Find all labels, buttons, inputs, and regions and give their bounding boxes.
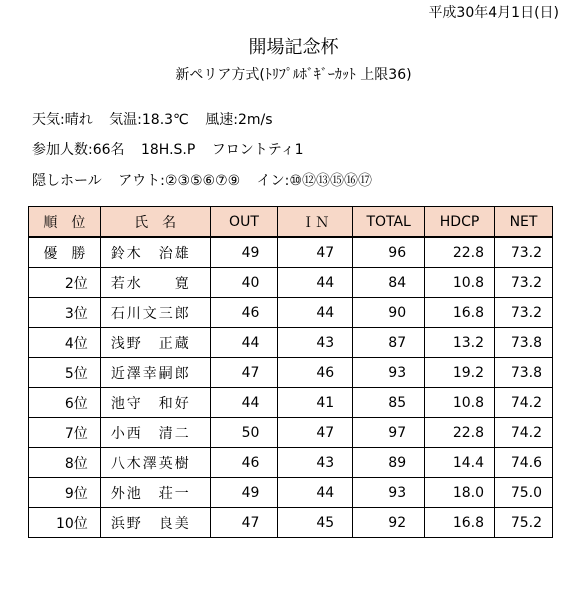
net-cell: 73.2: [495, 268, 553, 298]
total-cell: 85: [353, 388, 425, 418]
net-cell: 74.2: [495, 418, 553, 448]
name-cell: 池守 和好: [100, 388, 210, 418]
in-cell: 44: [278, 478, 353, 508]
rank-cell: 2位: [29, 268, 101, 298]
total-cell: 96: [353, 237, 425, 268]
out-cell: 44: [210, 328, 278, 358]
conditions-line: [32, 109, 273, 129]
header-in: ＩＮ: [278, 207, 353, 238]
table-row: [29, 508, 553, 538]
hidden-holes-label: 隠しホール: [32, 173, 102, 189]
rank-cell: 7位: [29, 418, 101, 448]
name-cell: 小西 清二: [100, 418, 210, 448]
table-header-row: [29, 207, 553, 238]
net-cell: 73.2: [495, 298, 553, 328]
total-cell: 84: [353, 268, 425, 298]
hdcp-cell: 16.8: [425, 298, 495, 328]
out-cell: 49: [210, 237, 278, 268]
header-net: NET: [495, 207, 553, 238]
out-cell: 40: [210, 268, 278, 298]
header-out: OUT: [210, 207, 278, 238]
rank-cell: 9位: [29, 478, 101, 508]
table-row: [29, 358, 553, 388]
table-row: [29, 237, 553, 268]
out-cell: 47: [210, 508, 278, 538]
header-total: TOTAL: [353, 207, 425, 238]
table-row: [29, 298, 553, 328]
rank-cell: 優 勝: [29, 237, 101, 268]
rank-cell: 5位: [29, 358, 101, 388]
in-cell: 43: [278, 448, 353, 478]
header-name: 氏 名: [100, 207, 210, 238]
name-cell: 浅野 正蔵: [100, 328, 210, 358]
weather-text: 天気:晴れ: [32, 112, 93, 128]
participants-text: 参加人数:66名: [32, 142, 125, 158]
net-cell: 75.2: [495, 508, 553, 538]
name-cell: 近澤幸嗣郎: [100, 358, 210, 388]
hdcp-cell: 10.8: [425, 268, 495, 298]
total-cell: 92: [353, 508, 425, 538]
hdcp-cell: 22.8: [425, 418, 495, 448]
participants-line: [32, 139, 304, 159]
temperature-text: 気温:18.3℃: [109, 112, 189, 128]
in-cell: 47: [278, 237, 353, 268]
in-cell: 45: [278, 508, 353, 538]
in-cell: 46: [278, 358, 353, 388]
hdcp-cell: 14.4: [425, 448, 495, 478]
event-date: 平成30年4月1日(日): [428, 5, 559, 21]
out-cell: 49: [210, 478, 278, 508]
scoring-method: 新ペリア方式(ﾄﾘﾌﾟﾙﾎﾞｷﾞｰｶｯﾄ 上限36): [175, 67, 412, 83]
table-row: [29, 478, 553, 508]
page-title: 開場記念杯: [248, 37, 339, 58]
name-cell: 石川文三郎: [100, 298, 210, 328]
name-cell: 八木澤英樹: [100, 448, 210, 478]
name-cell: 外池 荘一: [100, 478, 210, 508]
in-cell: 47: [278, 418, 353, 448]
rank-cell: 6位: [29, 388, 101, 418]
hdcp-cell: 16.8: [425, 508, 495, 538]
in-cell: 44: [278, 268, 353, 298]
hdcp-cell: 18.0: [425, 478, 495, 508]
net-cell: 74.2: [495, 388, 553, 418]
out-cell: 47: [210, 358, 278, 388]
rank-cell: 4位: [29, 328, 101, 358]
table-row: [29, 388, 553, 418]
name-cell: 鈴木 治雄: [100, 237, 210, 268]
rank-cell: 8位: [29, 448, 101, 478]
total-cell: 93: [353, 358, 425, 388]
hidden-holes-line: [32, 170, 372, 190]
in-cell: 43: [278, 328, 353, 358]
out-cell: 44: [210, 388, 278, 418]
net-cell: 74.6: [495, 448, 553, 478]
total-cell: 97: [353, 418, 425, 448]
hdcp-cell: 13.2: [425, 328, 495, 358]
table-row: [29, 268, 553, 298]
total-cell: 90: [353, 298, 425, 328]
net-cell: 75.0: [495, 478, 553, 508]
net-cell: 73.8: [495, 358, 553, 388]
total-cell: 87: [353, 328, 425, 358]
out-cell: 46: [210, 298, 278, 328]
total-cell: 89: [353, 448, 425, 478]
table-row: [29, 448, 553, 478]
net-cell: 73.2: [495, 237, 553, 268]
out-holes-text: アウト:②③⑤⑥⑦⑨: [118, 173, 241, 189]
in-cell: 41: [278, 388, 353, 418]
name-cell: 浜野 良美: [100, 508, 210, 538]
table-row: [29, 328, 553, 358]
in-holes-text: イン:⑩⑫⑬⑮⑯⑰: [256, 173, 372, 189]
in-cell: 44: [278, 298, 353, 328]
course-text: 18H.S.P: [140, 142, 196, 158]
hdcp-cell: 10.8: [425, 388, 495, 418]
wind-text: 風速:2m/s: [205, 112, 273, 128]
results-table: [28, 206, 553, 538]
name-cell: 若水 寛: [100, 268, 210, 298]
out-cell: 50: [210, 418, 278, 448]
header-rank: 順 位: [29, 207, 101, 238]
header-hdcp: HDCP: [425, 207, 495, 238]
out-cell: 46: [210, 448, 278, 478]
net-cell: 73.8: [495, 328, 553, 358]
total-cell: 93: [353, 478, 425, 508]
hdcp-cell: 19.2: [425, 358, 495, 388]
table-row: [29, 418, 553, 448]
rank-cell: 3位: [29, 298, 101, 328]
tee-text: フロントティ1: [211, 142, 304, 158]
hdcp-cell: 22.8: [425, 237, 495, 268]
rank-cell: 10位: [29, 508, 101, 538]
